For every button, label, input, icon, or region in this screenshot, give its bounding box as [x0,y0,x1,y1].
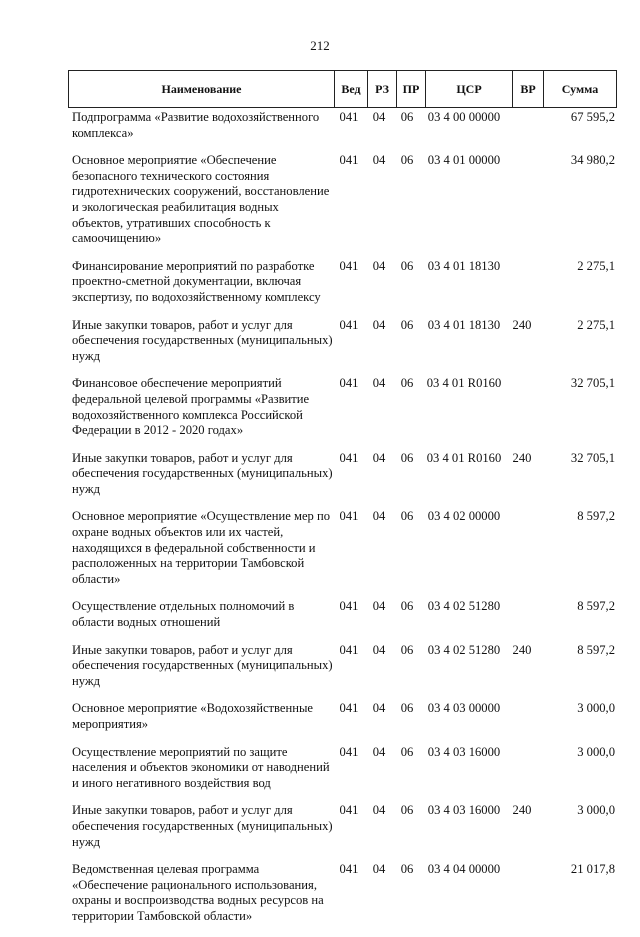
row-rz: 04 [372,110,386,124]
row-rz: 04 [372,862,386,877]
row-sum: 3 000,0 [577,803,615,818]
row-sum: 2 275,1 [577,258,615,273]
row-vr: 240 [512,803,532,818]
row-rz: 04 [372,450,386,465]
table-header [68,70,617,108]
row-rz: 04 [372,153,386,168]
row-sum: 21 017,8 [570,862,615,877]
row-csr: 03 4 01 18130 [427,317,501,332]
row-pr: 06 [400,642,414,657]
row-pr: 06 [400,701,414,716]
row-csr: 03 4 02 51280 [427,642,501,657]
row-ved: 041 [339,701,359,716]
table-row [68,599,617,630]
row-vr [507,259,537,306]
row-sum: 8 597,2 [577,642,615,657]
row-sum: 8 597,2 [577,599,615,614]
row-csr: 03 4 01 00000 [427,153,501,168]
row-pr: 06 [400,450,414,465]
row-pr: 06 [400,862,414,877]
row-vr [507,862,537,924]
row-sum: 67 595,2 [570,110,615,124]
row-name: Осуществление отдельных полномочий в области водных отношений [72,599,295,630]
page-number: 212 [310,38,330,53]
row-pr: 06 [400,744,414,759]
row-pr: 06 [400,153,414,168]
row-pr: 06 [400,803,414,818]
table-row [68,701,617,732]
row-csr: 03 4 02 00000 [427,509,501,524]
row-name: Подпрограмма «Развитие водохозяйственного комплекса» [72,110,320,140]
row-ved: 041 [339,599,359,614]
row-ved: 041 [339,509,359,524]
row-sum: 8 597,2 [577,509,615,524]
row-vr [507,376,537,438]
row-vr: 240 [512,317,532,332]
header-csr: ЦСР [425,71,512,107]
row-ved: 041 [339,450,359,465]
row-name: Основное мероприятие «Водохозяйственные мероприятия» [72,701,314,731]
table-row [68,803,617,850]
row-pr: 06 [400,258,414,273]
row-name: Иные закупки товаров, работ и услуг для обеспечения государственных (муниципальных) нужд [72,803,333,849]
table-row [68,318,617,365]
header-name: Наименование [161,81,242,96]
row-csr: 03 4 01 R0160 [426,450,502,465]
row-sum: 2 275,1 [577,317,615,332]
row-rz: 04 [372,744,386,759]
table-row [68,451,617,498]
header-rz: РЗ [367,71,396,107]
table-row [68,643,617,690]
row-name: Ведомственная целевая программа «Обеспечение рационального использования, охраны и воспроизводства водных ресурсов на территории Тамбовской области» [72,862,324,923]
row-vr [507,153,537,247]
row-rz: 04 [372,701,386,716]
row-sum: 32 705,1 [570,376,615,391]
row-ved: 041 [339,862,359,877]
table-row [68,376,617,438]
row-rz: 04 [372,642,386,657]
row-rz: 04 [372,509,386,524]
table-row [68,110,617,141]
row-pr: 06 [400,509,414,524]
row-csr: 03 4 03 16000 [427,803,501,818]
row-ved: 041 [339,317,359,332]
header-sum: Сумма [543,71,616,107]
row-ved: 041 [339,110,359,124]
row-name: Основное мероприятие «Обеспечение безопасного технического состояния гидротехнических сооружений, восстановление и экологическая реабилитация водных объектов, утративших способность к самоочищению» [72,153,330,246]
table-row [68,259,617,306]
row-vr [507,599,537,630]
row-name: Финансирование мероприятий по разработке проектно-сметной документации, включая экспертизу, по водохозяйственному комплексу [72,258,321,304]
row-pr: 06 [400,317,414,332]
row-csr: 03 4 03 16000 [427,744,501,759]
row-csr: 03 4 04 00000 [427,862,501,877]
row-vr [507,701,537,732]
row-rz: 04 [372,376,386,391]
header-ved: Вед [334,71,367,107]
table-row [68,153,617,247]
table-row [68,745,617,792]
row-ved: 041 [339,153,359,168]
row-sum: 3 000,0 [577,701,615,716]
row-rz: 04 [372,258,386,273]
row-rz: 04 [372,317,386,332]
row-sum: 34 980,2 [570,153,615,168]
row-pr: 06 [400,110,414,124]
row-vr: 240 [512,642,532,657]
row-name: Основное мероприятие «Осуществление мер по охране водных объектов или их частей, находящихся в федеральной собственности и расположенных на территории Тамбовской области» [72,509,331,586]
row-vr [507,745,537,792]
row-csr: 03 4 01 R0160 [426,376,502,391]
table-row [68,862,617,924]
row-ved: 041 [339,803,359,818]
row-csr: 03 4 00 00000 [427,110,501,124]
row-csr: 03 4 03 00000 [427,701,501,716]
table-row [68,509,617,587]
row-vr: 240 [512,450,532,465]
row-name: Осуществление мероприятий по защите населения и объектов экономики от наводнений и иного негативного воздействия вод [72,744,330,790]
row-sum: 3 000,0 [577,744,615,759]
row-rz: 04 [372,599,386,614]
row-csr: 03 4 01 18130 [427,258,501,273]
row-rz: 04 [372,803,386,818]
table-body [68,110,617,937]
row-ved: 041 [339,258,359,273]
row-name: Финансовое обеспечение мероприятий федеральной целевой программы «Развитие водохозяйственного комплекса Российской Федерации в 2012 - 2020 годах» [72,376,310,438]
row-vr [507,509,537,587]
row-name: Иные закупки товаров, работ и услуг для обеспечения государственных (муниципальных) нужд [72,450,333,496]
row-ved: 041 [339,642,359,657]
row-pr: 06 [400,599,414,614]
row-name: Иные закупки товаров, работ и услуг для обеспечения государственных (муниципальных) нужд [72,317,333,363]
row-ved: 041 [339,744,359,759]
row-name: Иные закупки товаров, работ и услуг для обеспечения государственных (муниципальных) нужд [72,642,333,688]
row-vr [507,110,537,141]
row-ved: 041 [339,376,359,391]
header-pr: ПР [396,71,425,107]
header-vr: ВР [512,71,543,107]
row-sum: 32 705,1 [570,450,615,465]
row-pr: 06 [400,376,414,391]
row-csr: 03 4 02 51280 [427,599,501,614]
